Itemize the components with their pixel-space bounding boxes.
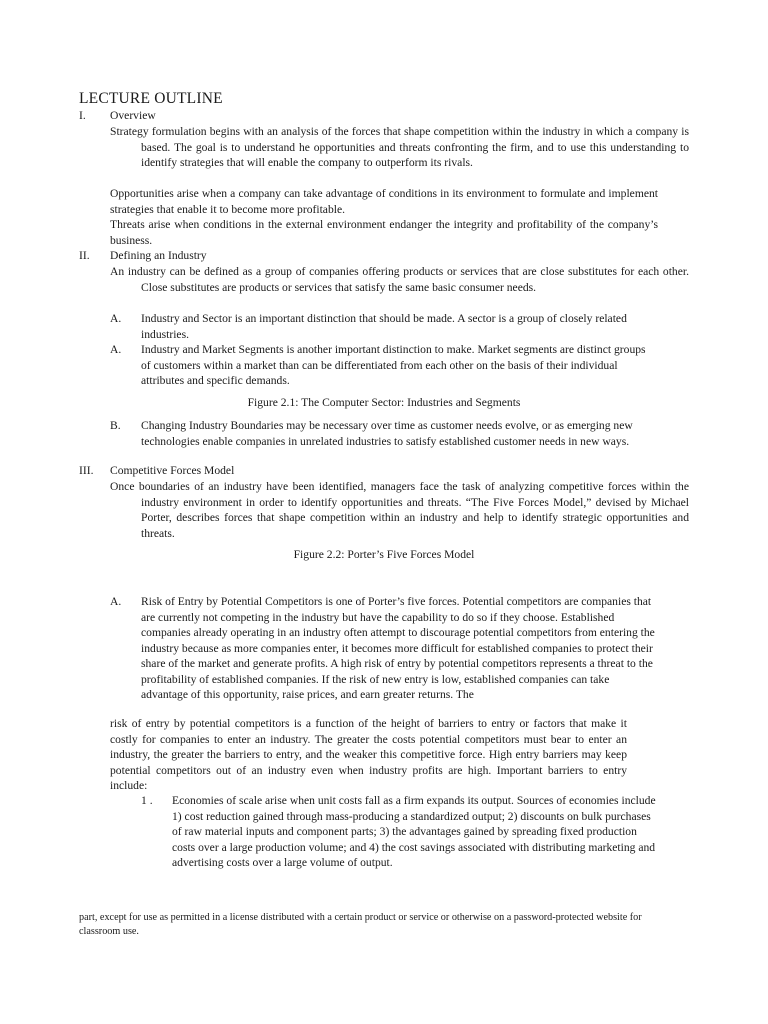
item-text: Risk of Entry by Potential Competitors is one of Porter’s five forces. Potential competitors are companies that are currently not competing in the industry but have the capability to do so if they choose. Established companies already operating in an industry often attempt to discourage potential competitors from entering the industry because as more companies enter, it becomes more difficult for established companies to protect their share of the market and generate profits. A high risk of entry by potential competitors represents a threat to the profitability of established companies. If the risk of new entry is low, established companies can take advantage of this opportunity, raise prices, and earn greater returns. The [141,595,655,701]
item-text: Economies of scale arise when unit costs fall as a firm expands its output. Sources of economies include 1) cost reduction gained through mass-producing a standardized output; 2) discounts on bulk purchases of raw material inputs and component parts; 3) the advantages gained by spreading fixed production costs over a large production volume; and 4) the cost savings associated with distributing marketing and advertising costs over a large volume of output. [172,794,656,869]
section-title: Competitive Forces Model [110,464,235,477]
item-text: Industry and Market Segments is another important distinction to make. Market segments are distinct groups of customers within a market than can be differentiated from each other on the basis of their individual attributes and specific demands. [141,343,646,387]
figure-caption-2-2: Figure 2.2: Porter’s Five Forces Model [293,548,475,561]
section-number: III. [79,464,94,477]
item-label: 1 . [141,794,153,807]
paragraph-five-forces: Once boundaries of an industry have been identified, managers face the task of analyzing competitive forces within the industry environment in order to identify opportunities and threats. “The Five Forces Model,” devised by Michael Porter, describes forces that shape competition within an industry and help to identify strategic opportunities and threats. [110,480,689,540]
section-number: II. [79,249,90,262]
paragraph-barriers-to-entry: risk of entry by potential competitors is a function of the height of barriers to entry or factors that make it costly for companies to enter an industry. The greater the costs potential competitors must bear to enter an industry, the greater the barriers to entry, and the weaker this competitive force. High entry barriers may keep potential competitors out of an industry even when industry profits are high. Important barriers to entry include: [110,717,627,792]
footer-copyright-note: part, except for use as permitted in a license distributed with a certain product or service or otherwise on a password-protected website for classroom use. [79,912,642,937]
item-text: Industry and Sector is an important distinction that should be made. A sector is a group of closely related industries. [141,312,627,341]
section-heading-defining-industry [79,248,207,264]
item-label: B. [110,419,121,432]
section-number: I. [79,109,86,122]
paragraph-industry-definition: An industry can be defined as a group of companies offering products or services that are close substitutes for each other. Close substitutes are products or services that satisfy the same basic consumer needs. [110,265,689,294]
paragraph-strategy-formulation: Strategy formulation begins with an analysis of the forces that shape competition within the industry in which a company is based. The goal is to understand he opportunities and threats confronting the firm, and to use this understanding to identify strategies that will enable the company to outperform its rivals. [110,125,689,169]
item-label: A. [110,312,122,325]
page-title: LECTURE OUTLINE [79,90,223,107]
item-label: A. [110,595,122,608]
section-heading-competitive-forces [79,463,234,479]
paragraph-opportunities: Opportunities arise when a company can take advantage of conditions in its environment to formulate and implement strategies that enable it to become more profitable. [110,187,658,216]
section-heading-overview [79,108,156,124]
item-label: A. [110,343,122,356]
item-text: Changing Industry Boundaries may be necessary over time as customer needs evolve, or as emerging new technologies enable companies in unrelated industries to satisfy established customer needs in new ways. [141,419,633,448]
section-title: Overview [110,109,156,122]
section-title: Defining an Industry [110,249,207,262]
figure-caption-2-1: Figure 2.1: The Computer Sector: Industries and Segments [247,396,521,409]
paragraph-threats: Threats arise when conditions in the external environment endanger the integrity and profitability of the company’s business. [110,218,658,247]
